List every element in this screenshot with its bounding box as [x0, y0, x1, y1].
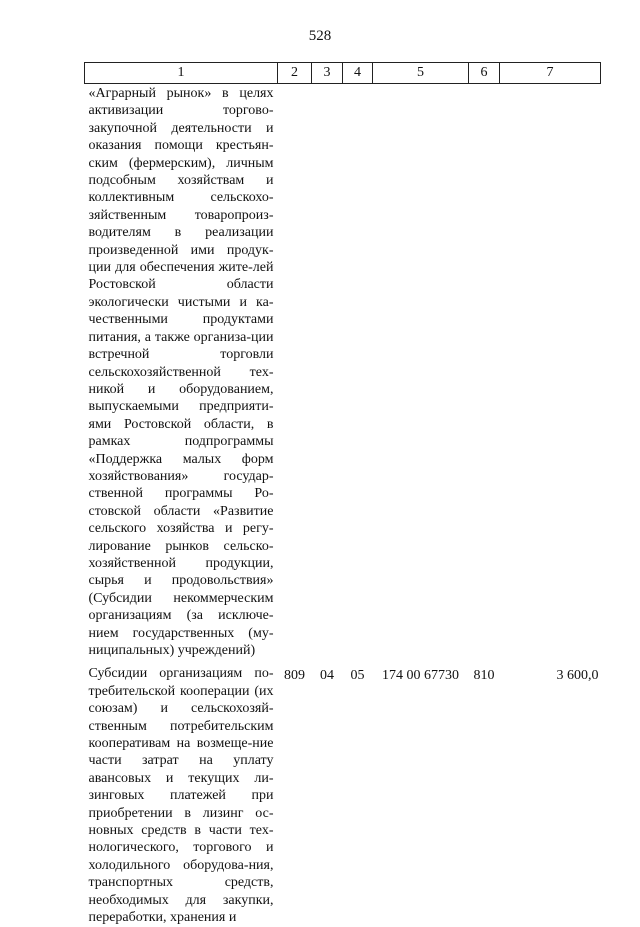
row-section-code: 04 [320, 668, 334, 684]
header-col-1: 1 [85, 63, 278, 84]
header-col-6: 6 [469, 63, 500, 84]
row-amount: 3 600,0 [556, 668, 599, 684]
row-description: «Аграрный рынок» в целях активизации торгово-закупочной деятельности и оказания помощи крестьян-ским (фермерским), личным подсобным хозяйствам и коллективным сельскохо-зяйственным товаропроиз-водителям в реализации произведенной ими продук-ции для обеспечения жите-лей Ростовской области экологически чистыми и ка-чественными продуктами питания, а также организа-ции встречной торговли сельскохозяйственной тех-никой и оборудованием, выпускаемыми предприяти-ями Ростовской области, в рамках подпрограммы «Поддержка малых форм хозяйствования» государ-ственной программы Ро-стовской области «Развитие сельского хозяйства и регу-лирование рынков сельско-хозяйственной продукции, сырья и продовольствия» (Субсидии некоммерческим организациям (за исключе-нием государственных (му-ниципальных) учреждений) [88, 86, 274, 658]
table-row [85, 84, 601, 660]
header-col-2: 2 [278, 63, 312, 84]
header-row [85, 63, 601, 84]
row-expense-type: 810 [473, 668, 495, 684]
header-col-7: 7 [500, 63, 601, 84]
row-target-article: 174 00 67730 [382, 668, 459, 684]
row-amount [500, 84, 601, 660]
page-number: 528 [308, 28, 332, 44]
row-subsection-code: 05 [350, 668, 365, 684]
row-target-article [373, 84, 469, 660]
row-description: Субсидии организациям по-требительской кооперации (их союзам) и сельскохозяй-ственным потребительским кооперативам на возмеще-ние части затрат на уплату авансовых и текущих ли-зинговых платежей при приобретении в лизинг ос-новных средств в части тех-нологического, торгового и холодильного оборудова-ния, транспортных средств, необходимых для закупки, переработки, хранения и [88, 666, 274, 926]
header-col-4: 4 [343, 63, 373, 84]
header-col-5: 5 [373, 63, 469, 84]
row-ministry-code: 809 [284, 668, 305, 684]
budget-table [84, 62, 601, 927]
row-section-code [312, 84, 343, 660]
table-row [85, 659, 601, 926]
header-col-3: 3 [312, 63, 343, 84]
row-subsection-code [343, 84, 373, 660]
row-expense-type [469, 84, 500, 660]
row-ministry-code [278, 84, 312, 660]
